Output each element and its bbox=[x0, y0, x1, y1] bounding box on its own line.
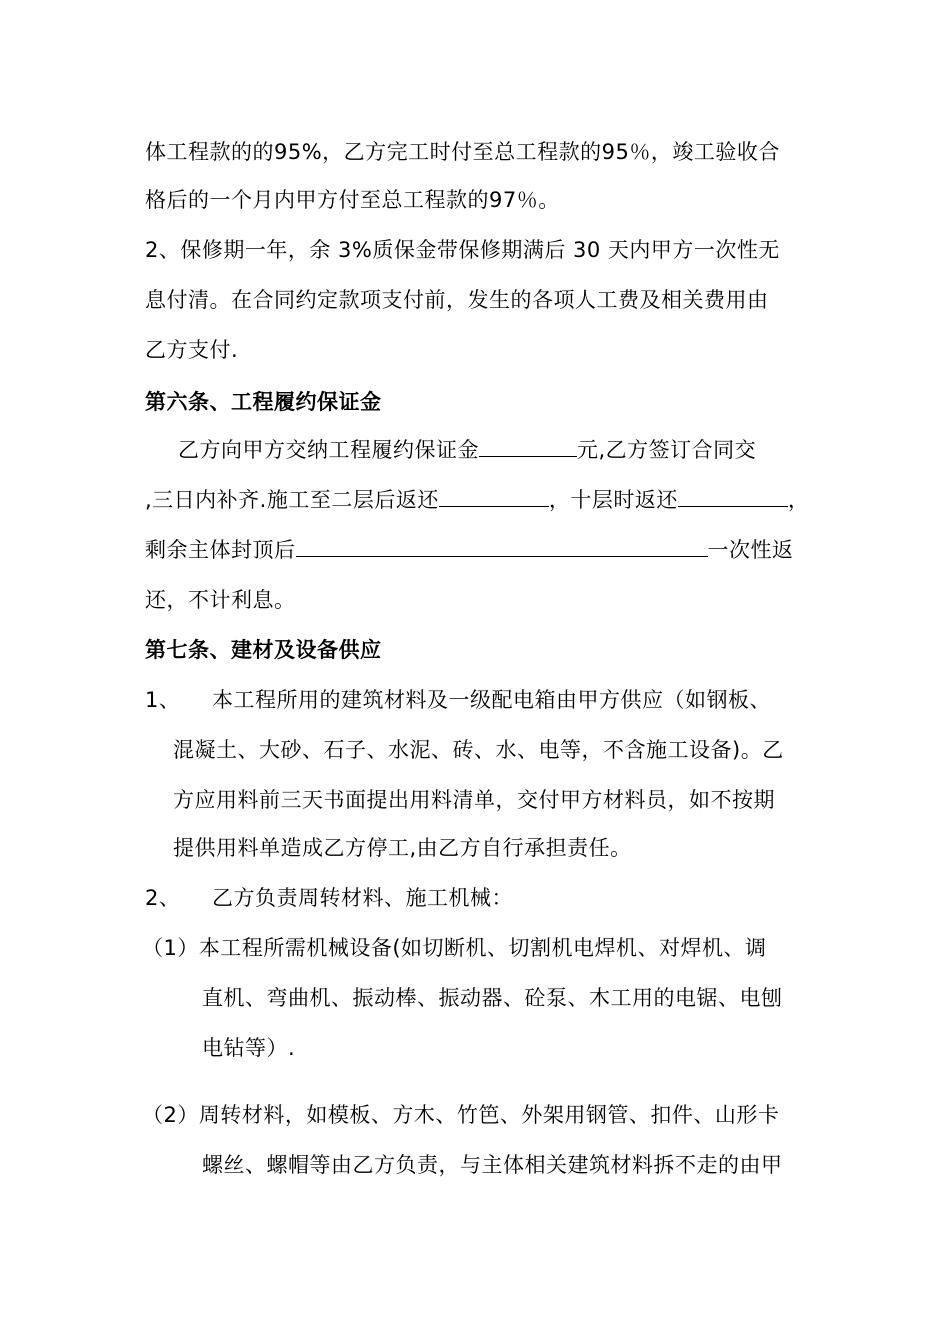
text-fragment: 一次性返 bbox=[707, 538, 794, 562]
text-fragment: 剩余主体封顶后 bbox=[145, 538, 296, 562]
section-heading: 第六条、工程履约保证金 bbox=[145, 390, 382, 414]
text-line: 直机、弯曲机、振动棒、振动器、砼泵、木工用的电锯、电刨 bbox=[202, 986, 783, 1010]
fill-in-blank bbox=[296, 538, 708, 557]
list-number: 1、 bbox=[145, 688, 181, 712]
text-fragment: ， bbox=[787, 488, 810, 512]
text-fragment: 乙方向甲方交纳工程履约保证金 bbox=[178, 438, 479, 462]
text-line: 2、保修期一年，余 3%质保金带保修期满后 30 天内甲方一次性无 bbox=[145, 238, 780, 262]
text-line: 螺丝、螺帽等由乙方负责，与主体相关建筑材料拆不走的由甲 bbox=[202, 1153, 783, 1177]
text-line bbox=[145, 486, 809, 514]
text-line bbox=[145, 536, 794, 564]
text-line: 体工程款的的95%，乙方完工时付至总工程款的95％，竣工验收合 bbox=[145, 140, 780, 164]
text-fragment: ,三日内补齐.施工至二层后返还 bbox=[145, 488, 439, 512]
text-line: 本工程所用的建筑材料及一级配电箱由甲方供应（如钢板、 bbox=[212, 688, 771, 712]
text-line: 息付清。在合同约定款项支付前，发生的各项人工费及相关费用由 bbox=[145, 288, 769, 312]
text-fragment: 元,乙方签订合同交 bbox=[577, 438, 757, 462]
list-number: 2、 bbox=[145, 886, 181, 910]
text-line: 格后的一个月内甲方付至总工程款的97％。 bbox=[145, 188, 560, 212]
fill-in-blank bbox=[678, 488, 788, 507]
text-line: （2）周转材料，如模板、方木、竹笆、外架用钢管、扣件、山形卡 bbox=[142, 1103, 780, 1127]
fill-in-blank bbox=[439, 488, 549, 507]
text-line bbox=[178, 436, 756, 464]
text-line: 乙方负责周转材料、施工机械： bbox=[212, 886, 513, 910]
text-line: 提供用料单造成乙方停工,由乙方自行承担责任。 bbox=[173, 836, 632, 860]
text-line: 电钻等）. bbox=[202, 1036, 296, 1060]
text-line: 方应用料前三天书面提出用料清单，交付甲方材料员，如不按期 bbox=[173, 788, 775, 812]
text-line: 混凝土、大砂、石子、水泥、砖、水、电等，不含施工设备)。乙 bbox=[173, 738, 784, 762]
section-heading: 第七条、建材及设备供应 bbox=[145, 638, 382, 662]
text-fragment: ，十层时返还 bbox=[548, 488, 678, 512]
text-line: （1）本工程所需机械设备(如切断机、切割机电焊机、对焊机、调 bbox=[142, 936, 767, 960]
text-line: 乙方支付. bbox=[145, 338, 239, 362]
text-line: 还，不计利息。 bbox=[145, 588, 296, 612]
fill-in-blank bbox=[479, 438, 577, 457]
